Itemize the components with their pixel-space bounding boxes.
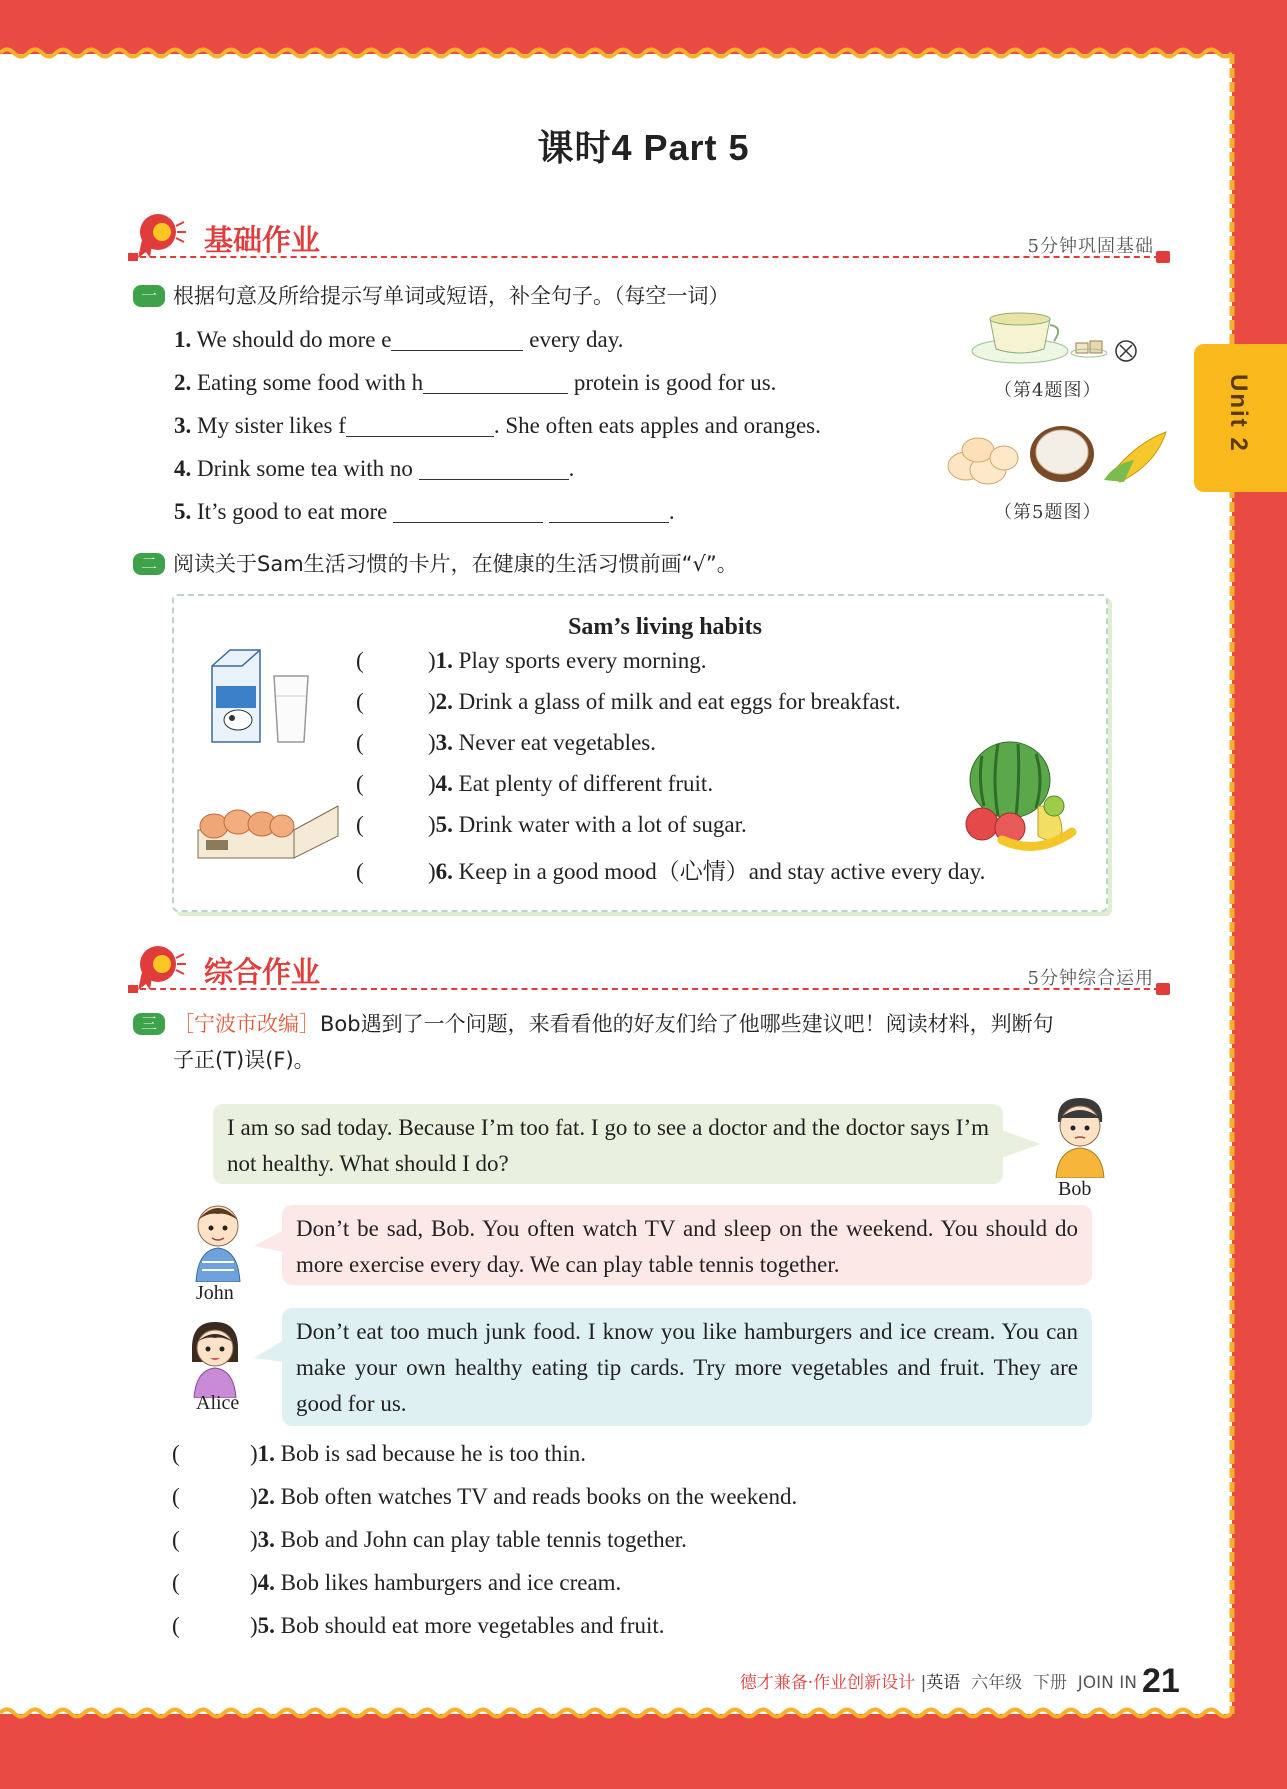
card-title: Sam’s living habits: [568, 614, 762, 640]
item-number: 1.: [435, 648, 453, 673]
answer-blank[interactable]: [423, 372, 568, 394]
speaker-name: John: [196, 1282, 234, 1304]
answer-blank[interactable]: [346, 415, 494, 437]
wavy-border-right: [1224, 54, 1240, 1714]
answer-paren[interactable]: [356, 859, 428, 885]
answer-paren[interactable]: [356, 730, 428, 756]
dash-cap: [1156, 983, 1170, 995]
answer-paren[interactable]: [172, 1441, 250, 1467]
item-text: It’s good to eat more: [197, 499, 388, 524]
paren-close: ): [428, 859, 436, 884]
answer-paren[interactable]: [172, 1570, 250, 1596]
item-text: Drink a glass of milk and eat eggs for breakfast.: [458, 689, 901, 714]
true-false-item: [172, 1484, 797, 1510]
unit-tab-label: Unit 2: [1225, 374, 1252, 453]
answer-paren[interactable]: [356, 771, 428, 797]
footer-subject: 英语: [926, 1673, 961, 1693]
paren-close: ): [250, 1441, 258, 1466]
item-text: Bob often watches TV and reads books on the weekend.: [280, 1484, 798, 1509]
footer-separator: |: [920, 1673, 927, 1693]
task-badge: 三: [133, 1013, 165, 1035]
item-text: Play sports every morning.: [458, 648, 707, 673]
instruction-text: 根据句意及所给提示写单词或短语，补全句子。（每空一词）: [173, 284, 730, 308]
true-false-item: [172, 1527, 687, 1553]
paren-close: ): [428, 689, 436, 714]
paren-close: ): [250, 1484, 258, 1509]
dashed-rule: [130, 256, 1170, 258]
answer-blank[interactable]: [419, 458, 569, 480]
answer-paren[interactable]: [172, 1613, 250, 1639]
eggs-tray-illustration: [194, 796, 342, 864]
instruction-text: 子正(T)误(F)。: [173, 1048, 315, 1072]
wavy-border-bottom: [0, 1706, 1232, 1720]
rosette-icon: [132, 942, 188, 992]
paren-close: ): [250, 1527, 258, 1552]
answer-paren[interactable]: [356, 689, 428, 715]
speaker-name: Bob: [1058, 1178, 1092, 1200]
item-text: Bob is sad because he is too thin.: [280, 1441, 587, 1466]
habit-item: [356, 689, 901, 715]
answer-blank[interactable]: [549, 501, 669, 523]
section-note: 5分钟综合运用: [1027, 968, 1154, 989]
paren-open: (: [356, 859, 364, 884]
section-name: 综合作业: [204, 955, 321, 989]
fill-item: [174, 411, 821, 441]
john-speech-bubble: Don’t be sad, Bob. You often watch TV and sleep on the weekend. You should do more exercise every day. We can play table tennis together.: [282, 1205, 1092, 1285]
fruit-illustration: [958, 736, 1082, 856]
source-tag: ［宁波市改编］: [173, 1012, 320, 1036]
footer-brand: 德才兼备·作业创新设计: [739, 1673, 916, 1693]
item-text: Eat plenty of different fruit.: [458, 771, 714, 796]
item-number: 5.: [174, 499, 192, 524]
tea-cup-illustration: [968, 305, 1140, 367]
page-title: 课时4 Part 5: [537, 127, 750, 168]
item-number: 2.: [257, 1484, 275, 1509]
bubble-tail: [254, 1336, 284, 1366]
habits-card: [172, 594, 1108, 912]
speaker-name: Alice: [196, 1392, 240, 1414]
paren-open: (: [172, 1527, 180, 1552]
section-name: 基础作业: [204, 223, 321, 257]
item-number: 1.: [174, 327, 192, 352]
bob-avatar: [1046, 1092, 1112, 1178]
paren-open: (: [356, 812, 364, 837]
item-number: 1.: [257, 1441, 275, 1466]
item-text: Eating some food with h: [197, 370, 424, 395]
dashed-rule: [130, 988, 1170, 990]
paren-close: ): [250, 1570, 258, 1595]
answer-paren[interactable]: [172, 1484, 250, 1510]
item-number: 4.: [174, 456, 192, 481]
habit-item: [356, 730, 656, 756]
item-text: Bob and John can play table tennis together.: [280, 1527, 687, 1552]
page-footer: [740, 1668, 1137, 1693]
paren-close: ): [428, 771, 436, 796]
section-header-basic: [128, 210, 1170, 260]
paren-close: ): [428, 812, 436, 837]
paren-open: (: [172, 1570, 180, 1595]
true-false-item: [172, 1570, 621, 1596]
page-number: 21: [1142, 1662, 1180, 1700]
answer-paren[interactable]: [356, 812, 428, 838]
item-text: .: [668, 499, 675, 524]
answer-blank[interactable]: [393, 501, 543, 523]
task-badge: 二: [133, 553, 165, 575]
fill-item: [174, 497, 675, 527]
instruction-text: Bob遇到了一个问题，来看看他的好友们给了他哪些建议吧！阅读材料，判断句: [320, 1012, 1054, 1036]
item-text: Bob should eat more vegetables and fruit.: [280, 1613, 665, 1638]
answer-paren[interactable]: [356, 648, 428, 674]
answer-blank[interactable]: [391, 329, 523, 351]
footer-volume: 下册: [1032, 1673, 1067, 1693]
habit-item: [356, 648, 707, 674]
item-number: 4.: [435, 771, 453, 796]
john-avatar: [190, 1196, 246, 1282]
task1-instruction: [133, 278, 730, 314]
unit-tab[interactable]: [1194, 344, 1287, 492]
item-number: 5.: [435, 812, 453, 837]
section-note: 5分钟巩固基础: [1027, 236, 1154, 257]
item-text: Drink water with a lot of sugar.: [458, 812, 747, 837]
item-text: Never eat vegetables.: [458, 730, 656, 755]
item-text: We should do more e: [196, 327, 392, 352]
alice-speech-bubble: Don’t eat too much junk food. I know you like hamburgers and ice cream. You can make your own healthy eating tip cards. Try more vegetables and fruit. They are good for us.: [282, 1308, 1092, 1426]
task3-instruction: [133, 1006, 1173, 1078]
section-header-comprehensive: [128, 942, 1170, 992]
item-number: 2.: [435, 689, 453, 714]
item-number: 3.: [257, 1527, 275, 1552]
item-number: 3.: [435, 730, 453, 755]
true-false-item: [172, 1613, 665, 1639]
fill-item: [174, 454, 574, 484]
bubble-tail: [254, 1226, 284, 1256]
instruction-text: 阅读关于Sam生活习惯的卡片，在健康的生活习惯前画“√”。: [173, 552, 738, 576]
fill-item: [174, 325, 624, 355]
item-number: 5.: [257, 1613, 275, 1638]
dash-cap: [1156, 251, 1170, 263]
figure-caption: （第4题图）: [994, 380, 1102, 401]
fill-item: [174, 368, 776, 398]
item-text: .: [568, 456, 575, 481]
item-number: 2.: [174, 370, 192, 395]
bob-speech-bubble: I am so sad today. Because I’m too fat. I go to see a doctor and the doctor says I’m not healthy. What should I do?: [213, 1104, 1003, 1184]
task-badge: 一: [133, 285, 165, 307]
milk-carton-illustration: [204, 646, 316, 746]
paren-close: ): [250, 1613, 258, 1638]
figure-caption: （第5题图）: [994, 502, 1102, 523]
paren-open: (: [356, 689, 364, 714]
paren-close: ): [428, 648, 436, 673]
item-text: Keep in a good mood（心情）and stay active every day.: [458, 859, 986, 884]
paren-open: (: [172, 1613, 180, 1638]
item-number: 6.: [435, 859, 453, 884]
staple-food-illustration: [944, 424, 1170, 494]
item-text: every day.: [529, 327, 624, 352]
item-text: My sister likes f: [197, 413, 346, 438]
paren-open: (: [356, 648, 364, 673]
item-text: Drink some tea with no: [197, 456, 413, 481]
task2-instruction: [133, 546, 738, 582]
paren-open: (: [172, 1441, 180, 1466]
item-number: 4.: [257, 1570, 275, 1595]
item-text: . She often eats apples and oranges.: [493, 413, 821, 438]
paren-close: ): [428, 730, 436, 755]
paren-open: (: [356, 730, 364, 755]
rosette-icon: [132, 210, 188, 260]
bubble-tail: [1001, 1130, 1041, 1160]
item-text: protein is good for us.: [573, 370, 777, 395]
item-number: 3.: [174, 413, 192, 438]
habit-item: [356, 812, 747, 838]
paren-open: (: [172, 1484, 180, 1509]
habit-item: [356, 853, 985, 886]
footer-grade: 六年级: [971, 1673, 1023, 1693]
true-false-item: [172, 1441, 586, 1467]
wavy-border-top: [0, 46, 1232, 60]
paren-open: (: [356, 771, 364, 796]
footer-series: JOIN IN: [1077, 1673, 1137, 1693]
alice-avatar: [186, 1318, 244, 1398]
answer-paren[interactable]: [172, 1527, 250, 1553]
habit-item: [356, 771, 713, 797]
item-text: Bob likes hamburgers and ice cream.: [280, 1570, 622, 1595]
